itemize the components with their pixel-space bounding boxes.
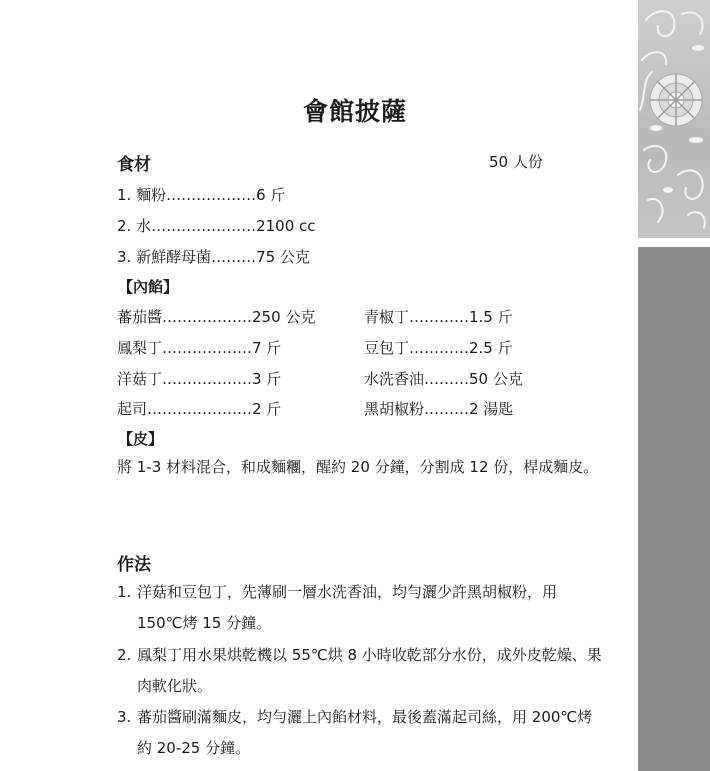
filling-item: 起司…………………2 斤 — [117, 400, 282, 418]
method-step — [117, 577, 602, 639]
skin-heading: 【皮】 — [118, 430, 164, 448]
method-step — [117, 640, 602, 702]
dough-item: 3. 新鮮酵母菌………75 公克 — [117, 248, 310, 266]
filling-item: 青椒丁…………1.5 斤 — [364, 308, 513, 326]
step-number: 3. — [117, 708, 132, 726]
side-band — [638, 247, 710, 771]
floral-ornament-icon — [638, 0, 710, 238]
filling-item: 洋菇丁………………3 斤 — [117, 370, 282, 388]
filling-item: 蕃茄醬………………250 公克 — [117, 308, 316, 326]
filling-heading: 【內餡】 — [118, 278, 179, 296]
filling-item: 黑胡椒粉………2 湯匙 — [364, 400, 514, 418]
page-title: 會館披薩 — [302, 97, 407, 126]
step-text: 蕃茄醬刷滿麵皮，均勻灑上內餡材料，最後蓋滿起司絲，用 200℃烤約 20-25 分鐘。 — [137, 708, 593, 757]
skin-instructions: 將 1-3 材料混合，和成麵糰，醒約 20 分鐘，分割成 12 份，桿成麵皮。 — [117, 458, 599, 476]
step-number: 2. — [117, 646, 132, 664]
servings-label: 50 人份 — [489, 153, 543, 171]
step-number: 1. — [117, 583, 132, 601]
filling-item: 豆包丁…………2.5 斤 — [364, 339, 513, 357]
dough-item: 1. 麵粉………………6 斤 — [117, 186, 286, 204]
filling-item: 水洗香油………50 公克 — [364, 370, 523, 388]
page-sidebar — [638, 0, 710, 771]
method-heading: 作法 — [117, 555, 151, 575]
dough-item: 2. 水…………………2100 cc — [117, 217, 316, 235]
step-text: 洋菇和豆包丁，先薄刷一層水洗香油，均勻灑少許黑胡椒粉，用 150℃烤 15 分鐘。 — [137, 583, 558, 632]
method-step — [117, 702, 602, 764]
filling-item: 鳳梨丁………………7 斤 — [117, 339, 282, 357]
step-text: 鳳梨丁用水果烘乾機以 55℃烘 8 小時收乾部分水份，成外皮乾燥、果肉軟化狀。 — [137, 646, 602, 695]
ingredients-heading: 食材 — [117, 155, 151, 175]
